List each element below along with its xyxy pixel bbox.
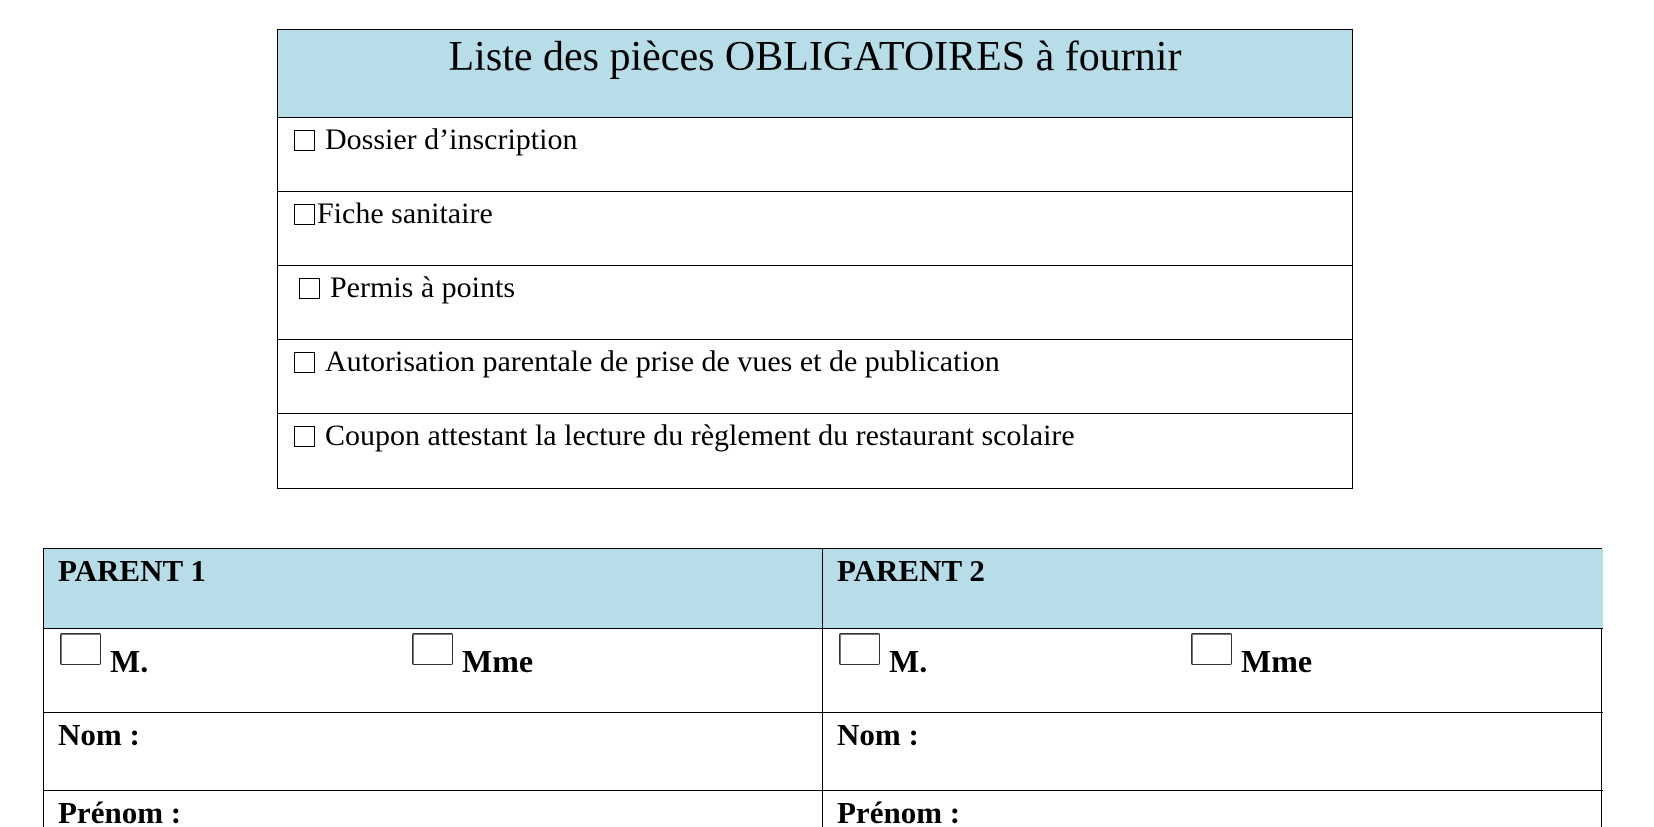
parent2-civility [823,629,1603,713]
required-document-item [294,196,493,232]
required-document-label: Autorisation parentale de prise de vues et de publication [325,345,1000,378]
parent1-m-checkbox[interactable] [60,633,101,665]
required-document-row [278,118,1352,192]
required-document-item [294,418,1075,454]
parent1-nom-label: Nom : [58,717,140,752]
parent1-mme-label: Mme [462,643,534,679]
required-document-item [299,270,515,306]
parent2-prenom-field[interactable] [823,791,1603,827]
parent2-option-m[interactable] [839,633,928,679]
required-documents-header [278,30,1352,118]
required-document-checkbox[interactable] [299,278,320,299]
required-document-item [294,344,1000,380]
required-documents-title: Liste des pièces OBLIGATOIRES à fournir [448,34,1182,80]
required-document-checkbox[interactable] [294,204,315,225]
required-document-row [278,340,1352,414]
parent1-title: PARENT 1 [58,553,206,588]
required-document-checkbox[interactable] [294,426,315,447]
required-documents-table [277,29,1353,489]
parent2-nom-field[interactable] [823,713,1603,791]
required-document-row [278,414,1352,488]
parent2-nom-label: Nom : [837,717,919,752]
parent1-m-label: M. [110,643,149,679]
required-document-label: Dossier d’inscription [325,123,578,156]
parent1-civility [44,629,823,713]
required-document-label: Coupon attestant la lecture du règlement du restaurant scolaire [325,419,1075,452]
parent1-option-mme[interactable] [412,633,534,679]
parent1-prenom-label: Prénom : [58,795,182,827]
parent2-title: PARENT 2 [837,553,985,588]
parent1-option-m[interactable] [60,633,149,679]
required-document-checkbox[interactable] [294,352,315,373]
required-document-row [278,266,1352,340]
required-document-checkbox[interactable] [294,130,315,151]
parent2-mme-label: Mme [1241,643,1313,679]
parent1-nom-field[interactable] [44,713,823,791]
parent2-header [823,549,1603,629]
parents-table [43,548,1602,827]
parent2-m-checkbox[interactable] [839,633,880,665]
parent2-prenom-label: Prénom : [837,795,961,827]
parent1-mme-checkbox[interactable] [412,633,453,665]
required-document-label: Permis à points [330,271,515,304]
parent1-prenom-field[interactable] [44,791,823,827]
parent2-m-label: M. [889,643,928,679]
parent2-mme-checkbox[interactable] [1191,633,1232,665]
required-document-item [294,122,577,158]
parent1-header [44,549,823,629]
parent2-option-mme[interactable] [1191,633,1313,679]
required-document-row [278,192,1352,266]
required-document-label: Fiche sanitaire [317,197,493,230]
